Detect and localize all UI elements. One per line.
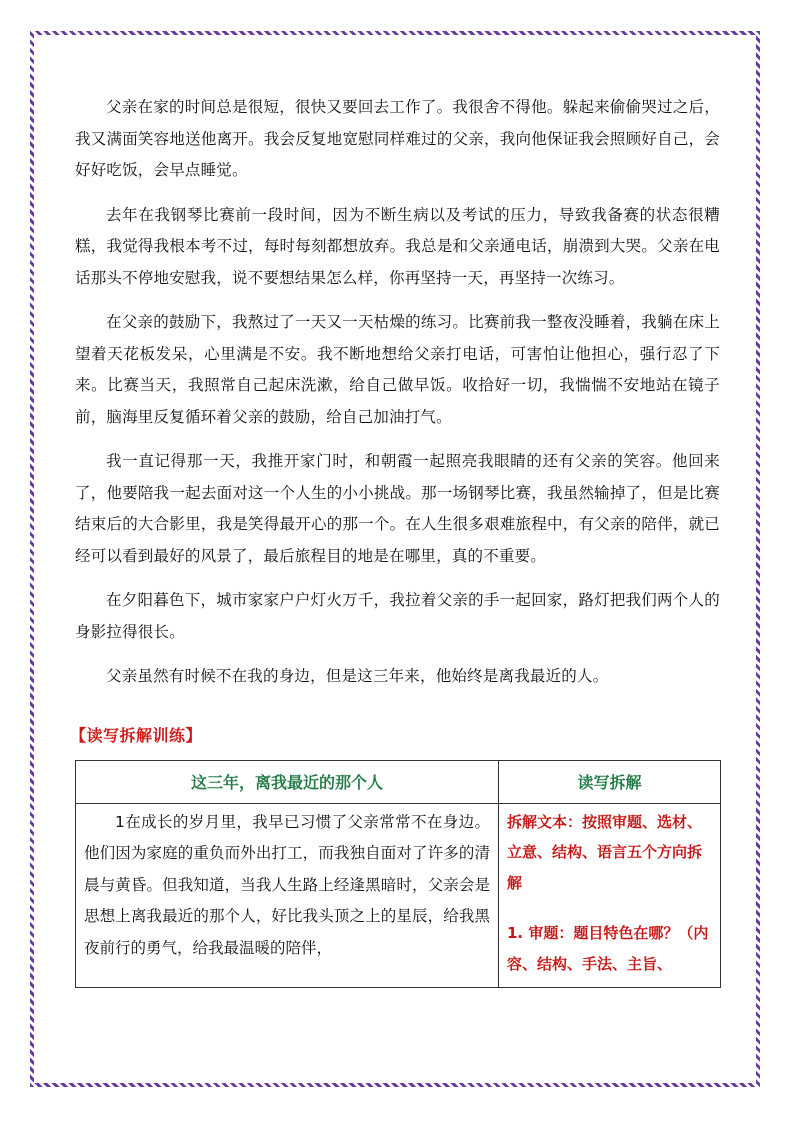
reading-writing-table: [75, 760, 721, 989]
analysis-intro: 拆解文本：按照审题、选材、立意、结构、语言五个方向拆解: [507, 812, 703, 892]
body-paragraph-5: 在夕阳暮色下，城市家家户户灯火万千，我拉着父亲的手一起回家，路灯把我们两个人的身影拉得很长。: [75, 591, 720, 641]
body-paragraph-2: 去年在我钢琴比赛前一段时间，因为不断生病以及考试的压力，导致我备赛的状态很糟糕，我觉得我根本考不过，每时每刻都想放弃。我总是和父亲通电话，崩溃到大哭。父亲在电话那头不停地安慰我，说不要想结果怎么样，你再坚持一天，再坚持一次练习。: [75, 205, 720, 287]
table-header-row: [76, 760, 721, 803]
section-title: 【读写拆解训练】: [70, 725, 203, 745]
analysis-cell: [499, 803, 721, 988]
body-paragraph-3: 在父亲的鼓励下，我熬过了一天又一天枯燥的练习。比赛前我一整夜没睡着，我躺在床上望着天花板发呆，心里满是不安。我不断地想给父亲打电话，可害怕让他担心，强行忍了下来。比赛当天，我照常自己起床洗漱，给自己做早饭。收拾好一切，我惴惴不安地站在镜子前，脑海里反复循环着父亲的鼓励，给自己加油打气。: [75, 313, 720, 426]
body-paragraph-6: 父亲虽然有时候不在我的身边，但是这三年来，他始终是离我最近的人。: [106, 667, 609, 685]
analysis-spacer: [507, 898, 714, 918]
table-row: [76, 803, 721, 988]
body-paragraph-1: 父亲在家的时间总是很短，很快又要回去工作了。我很舍不得他。躲起来偷偷哭过之后，我又满面笑容地送他离开。我会反复地宽慰同样难过的父亲，我向他保证我会照顾好自己，会好好吃饭，会早点睡觉。: [75, 98, 720, 179]
essay-excerpt-cell: 1在成长的岁月里，我早已习惯了父亲常常不在身边。他们因为家庭的重负而外出打工，而我独自面对了许多的清晨与黄昏。但我知道，当我人生路上经逢黑暗时，父亲会是思想上离我最近的那个人，好比我头顶之上的星辰，给我黑夜前行的勇气，给我最温暖的陪伴，: [76, 803, 499, 988]
body-paragraph-4: 我一直记得那一天，我推开家门时，和朝霞一起照亮我眼睛的还有父亲的笑容。他回来了，他要陪我一起去面对这一个人生的小小挑战。那一场钢琴比赛，我虽然输掉了，但是比赛结束后的大合影里，我是笑得最开心的那一个。在人生很多艰难旅程中，有父亲的陪伴，就已经可以看到最好的风景了，最后旅程目的地是在哪里，真的不重要。: [75, 452, 720, 565]
table-header-analysis: 读写拆解: [499, 760, 721, 803]
table-header-essay-title: 这三年，离我最近的那个人: [76, 760, 499, 803]
analysis-point-1: 1. 审题：题目特色在哪？（内容、结构、手法、主旨、: [507, 924, 709, 973]
document-body: [70, 92, 720, 988]
